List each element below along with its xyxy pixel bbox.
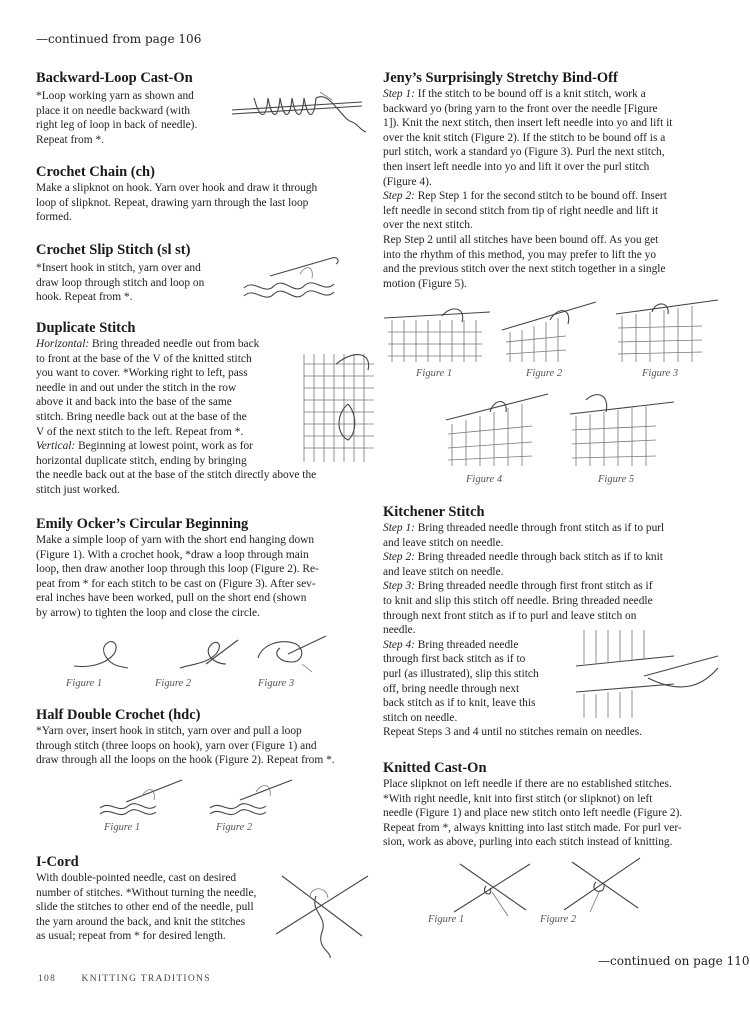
jeny-figure-5-illustration: [566, 390, 678, 470]
icord-illustration: [272, 856, 372, 960]
emily-figure-2-illustration: [176, 634, 246, 674]
emily-figure-3-illustration: [252, 632, 332, 674]
page-footer: [38, 974, 211, 984]
hdc-figure-1-illustration: [96, 774, 186, 820]
backward-loop-title: Backward-Loop Cast-On: [36, 70, 193, 86]
crochet-chain-text: Make a slipknot on hook. Yarn over hook and draw it through loop of slipknot. Repeat, drawing yarn through the last loop formed.: [36, 182, 318, 224]
jeny-title: Jeny’s Surprisingly Stretchy Bind-Off: [383, 70, 618, 86]
jeny-figure-1-illustration: [382, 302, 492, 366]
icord-title: I-Cord: [36, 854, 79, 870]
duplicate-stitch-illustration: [296, 344, 380, 468]
crochet-slip-illustration: [240, 244, 355, 310]
jeny-figure-3-illustration: [612, 296, 722, 366]
jeny-figure-4-illustration: [442, 390, 552, 470]
backward-loop-text: *Loop working yarn as shown and place it on needle backward (with right leg of loop in back of needle). Repeat from *.: [36, 90, 198, 146]
emily-text: Make a simple loop of yarn with the short end hanging down (Figure 1). With a crochet hook, *draw a loop through main loop, then draw another loop through this loop (Figure 2). Re- peat from * for each stitch to be cast on (Figure 3). After sev- eral inches have been worked, pull on the short end (shown by arrow) to tighten the loop and close the circle.: [36, 534, 319, 619]
hdc-title: Half Double Crochet (hdc): [36, 707, 201, 723]
hdc-text: *Yarn over, insert hook in stitch, yarn over and pull a loop through stitch (three loops on hook), yarn over (Figure 1) and draw through all the loops on the hook (Figure 2). Repeat from *.: [36, 725, 335, 767]
jeny-figure-4-caption: Figure 4: [466, 474, 503, 485]
emily-figure-2-caption: Figure 2: [155, 678, 192, 689]
emily-title: Emily Ocker’s Circular Beginning: [36, 516, 249, 532]
duplicate-text: Horizontal: Bring threaded needle out from back to front at the base of the V of the knitted stitch you want to cover. *Working right to left, pass needle in and out under the stitch in the row above it and back into the base of the same stitch. Bring needle back out at the base of the V of the next stitch to the left. Repeat from *. Vertical: Beginning at lowest point, work as for horizontal duplicate stitch, ending by bringing the needle back out at the base of the stitch directly above the stitch just worked.: [36, 338, 317, 496]
crochet-slip-title: Crochet Slip Stitch (sl st): [36, 242, 191, 258]
backward-loop-illustration: [232, 80, 372, 136]
icord-text: With double-pointed needle, cast on desired number of stitches. *Without turning the needle, slide the stitches to other end of the needle, pull the yarn around the back, and knit the stitches as usual; repeat from * for desired length.: [36, 872, 257, 943]
jeny-figure-1-caption: Figure 1: [416, 368, 453, 379]
knitted-text: Place slipknot on left needle if there are no established stitches. *With right needle, knit into first stitch (or slipknot) on left needle (Figure 1) and place new stitch onto left needle (Figure 2). Repeat from *, always knitting into last stitch made. For purl ver- sion, work as above, purling into each stitch instead of knitting.: [383, 778, 683, 849]
duplicate-title: Duplicate Stitch: [36, 320, 136, 336]
crochet-chain-title: Crochet Chain (ch): [36, 164, 155, 180]
emily-figure-3-caption: Figure 3: [258, 678, 295, 689]
kitchener-title: Kitchener Stitch: [383, 504, 485, 520]
emily-figure-1-illustration: [70, 636, 130, 674]
knitted-figure-1-caption: Figure 1: [428, 914, 465, 925]
continued-from: —continued from page 106: [36, 32, 202, 46]
jeny-text: Step 1: If the stitch to be bound off is a knit stitch, work a backward yo (bring yarn to the front over the needle [Figure 1]). Knit the next stitch, then insert left needle into yo and lift it over the knit stitch (Figure 2). If the stitch to be bound off is a purl stitch, work a standard yo (Figure 3). Purl the next stitch, then insert left needle into yo and lift it over the purl stitch (Figure 4). Step 2: Rep Step 1 for the second stitch to be bound off. Insert left needle in second stitch from tip of right needle and lift it over the next stitch. Rep Step 2 until all stitches have been bound off. As you get into the rhythm of this method, you may prefer to lift the yo and the previous stitch over the next stitch together in a single motion (Figure 5).: [383, 88, 673, 290]
knitted-figure-2-illustration: [560, 854, 644, 916]
knitted-title: Knitted Cast-On: [383, 760, 487, 776]
kitchener-text: Step 1: Bring threaded needle through front stitch as if to purl and leave stitch on needle. Step 2: Bring threaded needle through back stitch as if to knit and leave stitch on needle. Step 3: Bring threaded needle through first front stitch as if to knit and slip this stitch off needle. Bring threaded needle through next front stitch as if to purl and leave stitch on needle. Step 4: Bring threaded needle through first back stitch as if to purl (as illustrated), slip this stitch off, bring needle through next back stitch as if to knit, leave this stitch on needle. Repeat Steps 3 and 4 until no stitches remain on needles.: [383, 522, 665, 739]
emily-figure-1-caption: Figure 1: [66, 678, 103, 689]
jeny-figure-2-illustration: [500, 296, 600, 366]
knitted-figure-2-caption: Figure 2: [540, 914, 577, 925]
hdc-figure-1-caption: Figure 1: [104, 822, 141, 833]
continued-on: —continued on page 110: [598, 954, 750, 968]
hdc-figure-2-illustration: [206, 774, 296, 820]
jeny-figure-3-caption: Figure 3: [642, 368, 679, 379]
jeny-figure-5-caption: Figure 5: [598, 474, 635, 485]
page-number: 108: [38, 974, 57, 984]
publication-name: KNITTING TRADITIONS: [81, 974, 211, 984]
knitted-figure-1-illustration: [450, 858, 534, 918]
jeny-figure-2-caption: Figure 2: [526, 368, 563, 379]
crochet-slip-text: *Insert hook in stitch, yarn over and draw loop through stitch and loop on hook. Repeat from *.: [36, 262, 205, 304]
kitchener-illustration: [574, 626, 722, 720]
hdc-figure-2-caption: Figure 2: [216, 822, 253, 833]
